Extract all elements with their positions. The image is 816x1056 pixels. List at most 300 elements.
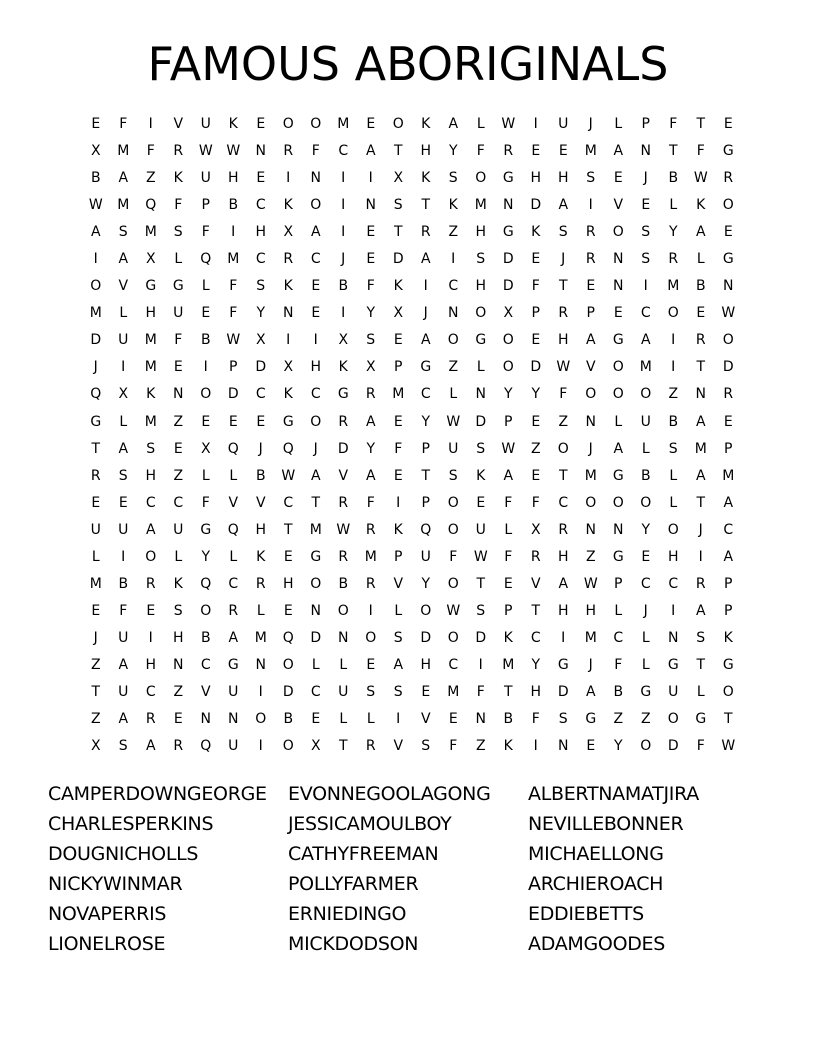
grid-letter[interactable]: K — [723, 629, 733, 646]
grid-letter[interactable]: P — [394, 548, 403, 565]
grid-letter[interactable]: P — [394, 359, 403, 376]
grid-letter[interactable]: G — [227, 656, 239, 673]
grid-letter[interactable]: H — [557, 170, 569, 187]
grid-letter[interactable]: H — [475, 224, 487, 241]
grid-letter[interactable]: S — [586, 170, 596, 187]
grid-letter[interactable]: S — [476, 251, 486, 268]
grid-letter[interactable]: M — [309, 521, 322, 538]
grid-letter[interactable]: P — [724, 440, 733, 457]
grid-letter[interactable]: Y — [448, 143, 458, 160]
grid-letter[interactable]: D — [282, 684, 294, 700]
grid-letter[interactable]: O — [310, 116, 322, 133]
grid-letter[interactable]: S — [173, 224, 183, 241]
grid-letter[interactable]: O — [282, 738, 294, 755]
grid-letter[interactable]: E — [256, 170, 266, 187]
grid-letter[interactable]: X — [283, 224, 294, 241]
grid-letter[interactable]: K — [531, 224, 541, 241]
grid-letter[interactable]: U — [173, 521, 184, 538]
grid-letter[interactable]: O — [145, 548, 157, 565]
grid-letter[interactable]: A — [310, 224, 321, 241]
grid-letter[interactable]: A — [585, 332, 596, 349]
grid-letter[interactable]: A — [695, 467, 706, 484]
grid-letter[interactable]: I — [478, 656, 483, 673]
grid-letter[interactable]: R — [338, 494, 349, 511]
grid-letter[interactable]: E — [613, 305, 623, 322]
grid-letter[interactable]: M — [227, 251, 240, 268]
grid-letter[interactable]: C — [173, 494, 184, 511]
grid-letter[interactable]: O — [447, 521, 459, 538]
grid-letter[interactable]: W — [88, 197, 103, 214]
grid-letter[interactable]: T — [476, 575, 486, 592]
grid-letter[interactable]: C — [338, 143, 349, 160]
grid-letter[interactable]: E — [723, 224, 733, 241]
grid-letter[interactable]: B — [200, 332, 211, 349]
grid-letter[interactable]: C — [310, 386, 321, 403]
grid-letter[interactable]: R — [585, 224, 596, 241]
grid-letter[interactable]: I — [368, 602, 373, 619]
grid-letter[interactable]: I — [93, 251, 98, 268]
grid-letter[interactable]: K — [283, 197, 293, 214]
grid-letter[interactable]: H — [255, 224, 267, 241]
grid-letter[interactable]: P — [504, 602, 513, 619]
grid-letter[interactable]: D — [475, 413, 487, 430]
grid-letter[interactable]: B — [503, 711, 514, 728]
grid-letter[interactable]: A — [118, 440, 129, 457]
grid-letter[interactable]: K — [256, 548, 266, 565]
grid-letter[interactable]: U — [118, 521, 129, 538]
grid-letter[interactable]: H — [310, 359, 322, 376]
grid-letter[interactable]: U — [475, 521, 486, 538]
grid-letter[interactable]: S — [668, 440, 678, 457]
grid-letter[interactable]: Y — [201, 548, 211, 565]
grid-letter[interactable]: T — [311, 494, 321, 511]
grid-letter[interactable]: X — [90, 738, 101, 755]
grid-letter[interactable]: M — [667, 278, 680, 295]
grid-letter[interactable]: A — [420, 251, 431, 268]
grid-letter[interactable]: M — [474, 197, 487, 214]
grid-letter[interactable]: N — [585, 413, 596, 430]
grid-letter[interactable]: B — [613, 684, 624, 700]
grid-letter[interactable]: Y — [366, 440, 376, 457]
grid-letter[interactable]: V — [530, 575, 541, 592]
grid-letter[interactable]: D — [255, 359, 267, 376]
grid-letter[interactable]: M — [254, 629, 267, 646]
grid-letter[interactable]: O — [502, 332, 514, 349]
grid-letter[interactable]: F — [174, 197, 183, 214]
grid-letter[interactable]: C — [530, 629, 541, 646]
grid-letter[interactable]: M — [584, 143, 597, 160]
grid-letter[interactable]: O — [667, 711, 679, 728]
grid-letter[interactable]: G — [420, 359, 432, 376]
grid-letter[interactable]: I — [258, 738, 263, 755]
grid-letter[interactable]: S — [448, 170, 458, 187]
grid-letter[interactable]: E — [558, 143, 568, 160]
grid-letter[interactable]: A — [640, 332, 651, 349]
grid-letter[interactable]: I — [341, 197, 346, 214]
grid-letter[interactable]: E — [476, 494, 486, 511]
grid-letter[interactable]: R — [365, 738, 376, 755]
grid-letter[interactable]: C — [310, 684, 321, 700]
grid-letter[interactable]: W — [556, 359, 571, 376]
grid-letter[interactable]: O — [667, 305, 679, 322]
grid-letter[interactable]: W — [501, 116, 516, 133]
grid-letter[interactable]: T — [558, 278, 568, 295]
grid-letter[interactable]: F — [696, 738, 705, 755]
grid-letter[interactable]: N — [338, 629, 349, 646]
grid-letter[interactable]: Z — [90, 711, 101, 728]
grid-letter[interactable]: E — [91, 602, 101, 619]
grid-letter[interactable]: L — [229, 548, 238, 565]
grid-letter[interactable]: Q — [227, 440, 239, 457]
grid-letter[interactable]: L — [669, 197, 678, 214]
grid-letter[interactable]: K — [448, 197, 458, 214]
grid-letter[interactable]: I — [588, 197, 593, 214]
grid-letter[interactable]: Q — [420, 521, 432, 538]
grid-letter[interactable]: F — [449, 738, 458, 755]
grid-letter[interactable]: O — [502, 359, 514, 376]
grid-letter[interactable]: E — [311, 711, 321, 728]
grid-letter[interactable]: E — [173, 711, 183, 728]
grid-letter[interactable]: U — [228, 684, 239, 700]
grid-letter[interactable]: L — [669, 467, 678, 484]
grid-letter[interactable]: V — [173, 116, 184, 133]
grid-letter[interactable]: H — [585, 602, 597, 619]
grid-letter[interactable]: S — [118, 738, 128, 755]
grid-letter[interactable]: F — [531, 711, 540, 728]
grid-letter[interactable]: E — [173, 440, 183, 457]
grid-letter[interactable]: A — [695, 224, 706, 241]
grid-letter[interactable]: A — [558, 197, 569, 214]
grid-letter[interactable]: G — [722, 656, 734, 673]
grid-letter[interactable]: C — [283, 494, 294, 511]
grid-letter[interactable]: D — [90, 332, 102, 349]
grid-letter[interactable]: G — [310, 548, 322, 565]
grid-letter[interactable]: T — [696, 116, 706, 133]
grid-letter[interactable]: L — [119, 305, 128, 322]
grid-letter[interactable]: J — [93, 629, 98, 646]
grid-letter[interactable]: L — [256, 602, 265, 619]
grid-letter[interactable]: C — [613, 629, 624, 646]
grid-letter[interactable]: S — [448, 467, 458, 484]
grid-letter[interactable]: A — [118, 170, 129, 187]
grid-letter[interactable]: K — [503, 629, 513, 646]
grid-letter[interactable]: R — [283, 251, 294, 268]
grid-letter[interactable]: A — [448, 116, 459, 133]
grid-letter[interactable]: E — [311, 305, 321, 322]
grid-letter[interactable]: N — [283, 305, 294, 322]
grid-letter[interactable]: W — [721, 738, 736, 755]
grid-letter[interactable]: B — [255, 467, 266, 484]
grid-letter[interactable]: C — [255, 251, 266, 268]
grid-letter[interactable]: S — [476, 440, 486, 457]
grid-letter[interactable]: E — [531, 413, 541, 430]
grid-letter[interactable]: M — [722, 467, 735, 484]
grid-letter[interactable]: H — [530, 170, 542, 187]
grid-letter[interactable]: B — [338, 575, 349, 592]
grid-letter[interactable]: V — [393, 738, 404, 755]
grid-letter[interactable]: E — [641, 197, 651, 214]
grid-letter[interactable]: O — [612, 494, 624, 511]
grid-letter[interactable]: T — [91, 684, 101, 700]
grid-letter[interactable]: L — [614, 413, 623, 430]
grid-letter[interactable]: L — [641, 440, 650, 457]
grid-letter[interactable]: V — [613, 197, 624, 214]
grid-letter[interactable]: O — [640, 386, 652, 403]
grid-letter[interactable]: C — [255, 197, 266, 214]
grid-letter[interactable]: L — [641, 629, 650, 646]
grid-letter[interactable]: X — [503, 305, 514, 322]
grid-letter[interactable]: A — [503, 467, 514, 484]
grid-letter[interactable]: F — [394, 440, 403, 457]
grid-letter[interactable]: D — [420, 629, 432, 646]
grid-letter[interactable]: C — [448, 656, 459, 673]
grid-letter[interactable]: B — [668, 413, 679, 430]
grid-letter[interactable]: L — [201, 467, 210, 484]
grid-letter[interactable]: E — [531, 251, 541, 268]
grid-letter[interactable]: X — [145, 251, 156, 268]
grid-letter[interactable]: L — [641, 656, 650, 673]
grid-letter[interactable]: I — [643, 278, 648, 295]
grid-letter[interactable]: E — [421, 684, 431, 700]
grid-letter[interactable]: W — [226, 143, 241, 160]
grid-letter[interactable]: G — [200, 521, 212, 538]
grid-letter[interactable]: W — [693, 170, 708, 187]
grid-letter[interactable]: E — [366, 251, 376, 268]
grid-letter[interactable]: I — [671, 359, 676, 376]
grid-letter[interactable]: H — [557, 602, 569, 619]
grid-letter[interactable]: A — [118, 656, 129, 673]
grid-letter[interactable]: M — [117, 197, 130, 214]
grid-letter[interactable]: J — [643, 170, 648, 187]
grid-letter[interactable]: N — [475, 386, 486, 403]
grid-letter[interactable]: F — [366, 278, 375, 295]
grid-letter[interactable]: F — [311, 143, 320, 160]
grid-letter[interactable]: B — [118, 575, 129, 592]
grid-letter[interactable]: J — [588, 440, 593, 457]
grid-letter[interactable]: S — [393, 684, 403, 700]
grid-letter[interactable]: N — [613, 251, 624, 268]
grid-letter[interactable]: I — [368, 170, 373, 187]
grid-letter[interactable]: A — [585, 684, 596, 700]
grid-letter[interactable]: P — [614, 575, 623, 592]
grid-letter[interactable]: Y — [531, 656, 541, 673]
grid-letter[interactable]: J — [588, 656, 593, 673]
grid-letter[interactable]: F — [366, 494, 375, 511]
grid-letter[interactable]: V — [585, 359, 596, 376]
grid-letter[interactable]: I — [533, 738, 538, 755]
grid-letter[interactable]: I — [231, 224, 236, 241]
grid-letter[interactable]: W — [281, 467, 296, 484]
grid-letter[interactable]: C — [668, 575, 679, 592]
grid-letter[interactable]: G — [612, 332, 624, 349]
grid-letter[interactable]: D — [227, 386, 239, 403]
grid-letter[interactable]: X — [393, 170, 404, 187]
grid-letter[interactable]: T — [283, 521, 293, 538]
grid-letter[interactable]: X — [255, 332, 266, 349]
grid-letter[interactable]: W — [473, 548, 488, 565]
grid-letter[interactable]: T — [696, 656, 706, 673]
grid-letter[interactable]: H — [420, 143, 432, 160]
grid-letter[interactable]: E — [531, 467, 541, 484]
grid-letter[interactable]: G — [475, 332, 487, 349]
grid-letter[interactable]: E — [393, 467, 403, 484]
grid-letter[interactable]: R — [668, 251, 679, 268]
grid-letter[interactable]: P — [504, 413, 513, 430]
grid-letter[interactable]: Z — [173, 467, 184, 484]
grid-letter[interactable]: W — [501, 440, 516, 457]
grid-letter[interactable]: I — [698, 548, 703, 565]
grid-letter[interactable]: X — [283, 359, 294, 376]
grid-letter[interactable]: E — [641, 548, 651, 565]
grid-letter[interactable]: H — [172, 629, 184, 646]
grid-letter[interactable]: E — [393, 332, 403, 349]
grid-letter[interactable]: F — [229, 278, 238, 295]
grid-letter[interactable]: L — [339, 711, 348, 728]
grid-letter[interactable]: T — [91, 440, 101, 457]
grid-letter[interactable]: L — [476, 359, 485, 376]
grid-letter[interactable]: N — [173, 386, 184, 403]
grid-letter[interactable]: Z — [475, 738, 486, 755]
grid-letter[interactable]: R — [420, 224, 431, 241]
grid-letter[interactable]: L — [91, 548, 100, 565]
grid-letter[interactable]: S — [118, 224, 128, 241]
grid-letter[interactable]: E — [531, 332, 541, 349]
grid-letter[interactable]: K — [338, 359, 348, 376]
grid-letter[interactable]: E — [723, 116, 733, 133]
grid-letter[interactable]: Z — [173, 684, 184, 700]
grid-letter[interactable]: H — [475, 278, 487, 295]
grid-letter[interactable]: U — [90, 521, 101, 538]
grid-letter[interactable]: A — [723, 494, 734, 511]
grid-letter[interactable]: I — [341, 305, 346, 322]
grid-letter[interactable]: A — [558, 575, 569, 592]
grid-letter[interactable]: L — [339, 656, 348, 673]
grid-letter[interactable]: U — [640, 413, 651, 430]
grid-letter[interactable]: E — [256, 116, 266, 133]
grid-letter[interactable]: O — [447, 332, 459, 349]
grid-letter[interactable]: Q — [145, 197, 157, 214]
grid-letter[interactable]: O — [282, 656, 294, 673]
grid-letter[interactable]: W — [721, 305, 736, 322]
grid-letter[interactable]: V — [118, 278, 129, 295]
grid-letter[interactable]: R — [338, 548, 349, 565]
grid-letter[interactable]: A — [145, 521, 156, 538]
grid-letter[interactable]: E — [91, 494, 101, 511]
grid-letter[interactable]: U — [448, 440, 459, 457]
grid-letter[interactable]: Y — [531, 386, 541, 403]
grid-letter[interactable]: S — [558, 224, 568, 241]
grid-letter[interactable]: D — [502, 278, 514, 295]
grid-letter[interactable]: F — [174, 332, 183, 349]
grid-letter[interactable]: E — [366, 116, 376, 133]
grid-letter[interactable]: L — [669, 494, 678, 511]
grid-letter[interactable]: B — [283, 711, 294, 728]
grid-letter[interactable]: O — [310, 413, 322, 430]
grid-letter[interactable]: G — [90, 413, 102, 430]
grid-letter[interactable]: N — [200, 711, 211, 728]
grid-letter[interactable]: G — [282, 413, 294, 430]
grid-letter[interactable]: N — [503, 197, 514, 214]
grid-letter[interactable]: L — [504, 521, 513, 538]
grid-letter[interactable]: T — [696, 359, 706, 376]
grid-letter[interactable]: R — [585, 251, 596, 268]
grid-letter[interactable]: O — [282, 116, 294, 133]
grid-letter[interactable]: U — [420, 548, 431, 565]
grid-letter[interactable]: E — [201, 305, 211, 322]
grid-letter[interactable]: N — [228, 711, 239, 728]
grid-letter[interactable]: S — [393, 197, 403, 214]
grid-letter[interactable]: R — [723, 170, 734, 187]
grid-letter[interactable]: G — [722, 251, 734, 268]
grid-letter[interactable]: O — [337, 602, 349, 619]
grid-letter[interactable]: E — [586, 278, 596, 295]
grid-letter[interactable]: S — [146, 440, 156, 457]
grid-letter[interactable]: E — [613, 170, 623, 187]
grid-letter[interactable]: O — [640, 738, 652, 755]
grid-letter[interactable]: X — [90, 143, 101, 160]
grid-letter[interactable]: Q — [282, 629, 294, 646]
grid-letter[interactable]: C — [723, 521, 734, 538]
grid-letter[interactable]: O — [447, 494, 459, 511]
grid-letter[interactable]: X — [338, 332, 349, 349]
grid-letter[interactable]: C — [228, 575, 239, 592]
grid-letter[interactable]: N — [723, 278, 734, 295]
grid-letter[interactable]: H — [667, 548, 679, 565]
grid-letter[interactable]: F — [146, 143, 155, 160]
grid-letter[interactable]: R — [228, 602, 239, 619]
grid-letter[interactable]: M — [639, 359, 652, 376]
grid-letter[interactable]: Y — [421, 575, 431, 592]
grid-letter[interactable]: W — [198, 143, 213, 160]
grid-letter[interactable]: I — [341, 224, 346, 241]
grid-letter[interactable]: V — [200, 684, 211, 700]
grid-letter[interactable]: X — [530, 521, 541, 538]
grid-letter[interactable]: Z — [173, 413, 184, 430]
grid-letter[interactable]: N — [640, 143, 651, 160]
grid-letter[interactable]: B — [695, 278, 706, 295]
grid-letter[interactable]: P — [724, 575, 733, 592]
grid-letter[interactable]: K — [696, 197, 706, 214]
grid-letter[interactable]: M — [337, 116, 350, 133]
grid-letter[interactable]: C — [420, 386, 431, 403]
grid-letter[interactable]: O — [640, 494, 652, 511]
grid-letter[interactable]: F — [229, 305, 238, 322]
grid-letter[interactable]: M — [144, 332, 157, 349]
grid-letter[interactable]: R — [365, 386, 376, 403]
grid-letter[interactable]: U — [558, 116, 569, 133]
grid-letter[interactable]: Q — [200, 251, 212, 268]
grid-letter[interactable]: M — [89, 305, 102, 322]
grid-letter[interactable]: A — [90, 224, 101, 241]
grid-letter[interactable]: U — [200, 116, 211, 133]
grid-letter[interactable]: C — [558, 494, 569, 511]
grid-letter[interactable]: P — [421, 494, 430, 511]
grid-letter[interactable]: P — [641, 116, 650, 133]
grid-letter[interactable]: I — [258, 684, 263, 700]
grid-letter[interactable]: E — [586, 738, 596, 755]
grid-letter[interactable]: G — [695, 711, 707, 728]
grid-letter[interactable]: F — [614, 656, 623, 673]
grid-letter[interactable]: K — [146, 386, 156, 403]
grid-letter[interactable]: T — [421, 467, 431, 484]
grid-letter[interactable]: O — [612, 386, 624, 403]
grid-letter[interactable]: O — [392, 116, 404, 133]
grid-letter[interactable]: Z — [448, 359, 459, 376]
grid-letter[interactable]: T — [723, 711, 733, 728]
grid-letter[interactable]: Z — [448, 224, 459, 241]
grid-letter[interactable]: B — [668, 170, 679, 187]
grid-letter[interactable]: H — [145, 656, 157, 673]
